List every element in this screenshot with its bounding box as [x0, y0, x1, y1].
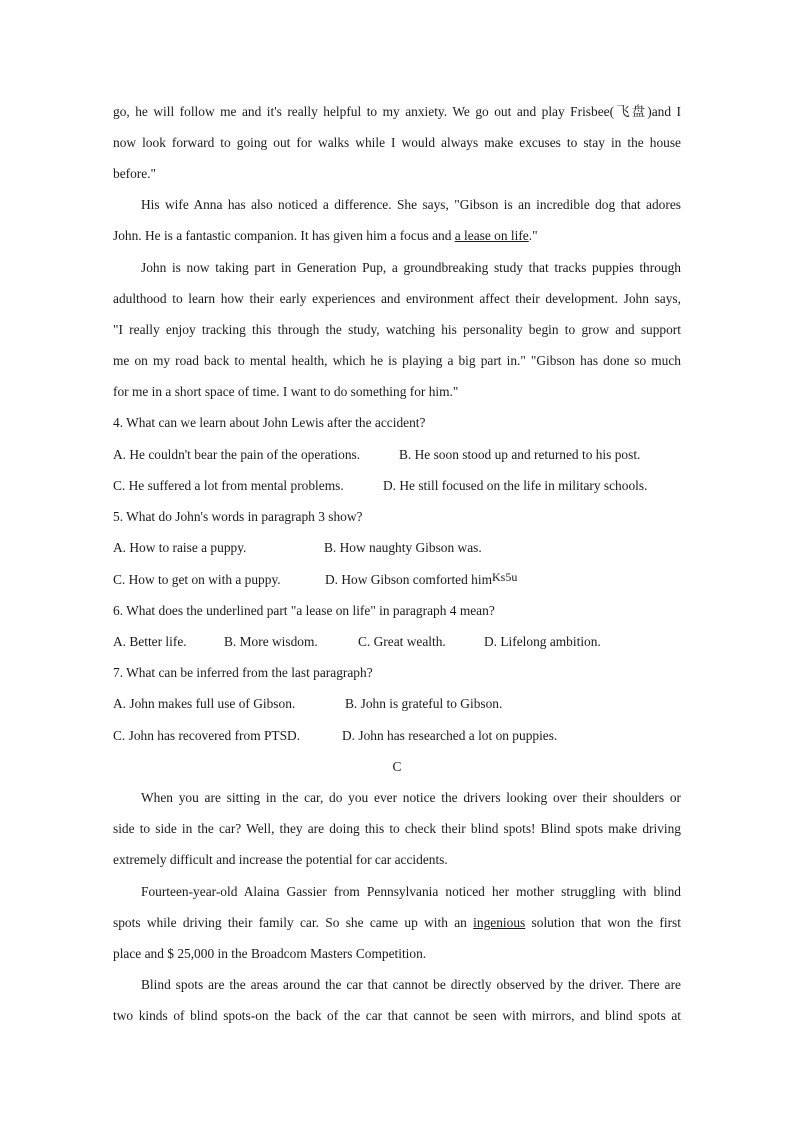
- question-4-option-c: C. He suffered a lot from mental problems.: [113, 478, 344, 493]
- question-7-stem: 7. What can be inferred from the last paragraph?: [113, 665, 373, 680]
- question-6-option-b: B. More wisdom.: [224, 634, 318, 649]
- question-5-stem: 5. What do John's words in paragraph 3 show?: [113, 509, 363, 524]
- passage-b-p3-line-1: John is now taking part in Generation Pup, a groundbreaking study that tracks puppies through: [141, 260, 681, 275]
- question-7-option-a: A. John makes full use of Gibson.: [113, 696, 296, 711]
- passage-c-p2-text-after: solution that won the first: [525, 915, 681, 930]
- watermark-mark: Ks5u: [492, 570, 518, 584]
- underlined-word-ingenious: ingenious: [473, 915, 526, 930]
- question-5-option-a: A. How to raise a puppy.: [113, 540, 247, 555]
- passage-b-p2-line-2: [113, 226, 681, 246]
- question-4-option-b: B. He soon stood up and returned to his post.: [399, 447, 641, 462]
- p2-text-after: .": [528, 228, 538, 243]
- passage-c-p2-line-1: Fourteen-year-old Alaina Gassier from Pennsylvania noticed her mother struggling with blind: [141, 884, 681, 899]
- passage-b-p3-line-2: adulthood to learn how their early experiences and environment affect their development. John says,: [113, 291, 681, 306]
- question-5-option-d: [325, 570, 517, 590]
- passage-c-p3-line-1: Blind spots are the areas around the car that cannot be directly observed by the driver. There are: [141, 977, 681, 992]
- passage-b-p2-line-1: His wife Anna has also noticed a difference. She says, "Gibson is an incredible dog that adores: [141, 197, 681, 212]
- passage-b-p3-line-4: me on my road back to mental health, which he is playing a big part in." "Gibson has done so much: [113, 353, 681, 368]
- section-heading-c: C: [392, 759, 402, 774]
- question-5-option-d-text: D. How Gibson comforted him: [325, 572, 492, 587]
- passage-c-p3-line-2: two kinds of blind spots-on the back of the car that cannot be seen with mirrors, and blind spots at: [113, 1008, 681, 1023]
- passage-b-p3-line-5: for me in a short space of time. I want to do something for him.": [113, 384, 459, 399]
- question-6-stem: 6. What does the underlined part "a lease on life" in paragraph 4 mean?: [113, 603, 495, 618]
- underlined-phrase-lease-on-life: a lease on life: [454, 228, 529, 243]
- passage-c-p2-line-3: place and $ 25,000 in the Broadcom Masters Competition.: [113, 946, 427, 961]
- passage-b-p1-line-2: now look forward to going out for walks while I would always make excuses to stay in the house: [113, 135, 681, 150]
- question-7-option-d: D. John has researched a lot on puppies.: [342, 728, 558, 743]
- passage-b-p1-line-1: go, he will follow me and it's really helpful to my anxiety. We go out and play Frisbee(飞盘)and I: [113, 104, 681, 119]
- question-4-option-a: A. He couldn't bear the pain of the operations.: [113, 447, 361, 462]
- question-6-option-c: C. Great wealth.: [358, 634, 446, 649]
- passage-c-p2-text-before: spots while driving their family car. So she came up with an: [113, 915, 474, 930]
- passage-c-p1-line-2: side to side in the car? Well, they are doing this to check their blind spots! Blind spots make driving: [113, 821, 681, 836]
- question-4-option-d: D. He still focused on the life in military schools.: [383, 478, 648, 493]
- passage-b-p1-line-3: before.": [113, 166, 157, 181]
- question-6-option-d: D. Lifelong ambition.: [484, 634, 601, 649]
- question-4-stem: 4. What can we learn about John Lewis after the accident?: [113, 415, 426, 430]
- passage-c-p2-line-2: [113, 913, 681, 933]
- passage-b-p3-line-3: "I really enjoy tracking this through the study, watching his personality begin to grow and support: [113, 322, 681, 337]
- passage-c-p1-line-3: extremely difficult and increase the potential for car accidents.: [113, 852, 448, 867]
- question-5-option-c: C. How to get on with a puppy.: [113, 572, 281, 587]
- question-7-option-b: B. John is grateful to Gibson.: [345, 696, 503, 711]
- question-7-option-c: C. John has recovered from PTSD.: [113, 728, 301, 743]
- question-5-option-b: B. How naughty Gibson was.: [324, 540, 482, 555]
- passage-c-p1-line-1: When you are sitting in the car, do you ever notice the drivers looking over their shoulders or: [141, 790, 681, 805]
- question-6-option-a: A. Better life.: [113, 634, 187, 649]
- p2-text-before: John. He is a fantastic companion. It has given him a focus and: [113, 228, 455, 243]
